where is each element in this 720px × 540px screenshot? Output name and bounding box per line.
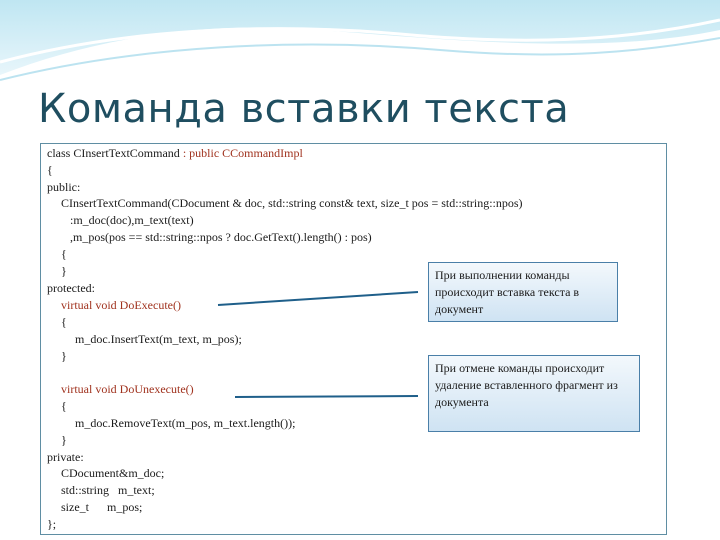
code-line: class CInsertTextCommand : public CCommandImpl — [47, 146, 303, 160]
code-line: size_t m_pos; — [61, 500, 143, 514]
execute-note: При выполнении команды происходит вставка текста в документ — [428, 262, 618, 322]
background-waves — [0, 0, 720, 100]
code-line: { — [61, 247, 67, 261]
code-line: ,m_pos(pos == std::string::npos ? doc.GetText().length() : pos) — [70, 230, 372, 244]
code-line: virtual void DoUnexecute() — [61, 382, 194, 396]
code-line: } — [61, 433, 67, 447]
code-line: :m_doc(doc),m_text(text) — [70, 213, 194, 227]
code-line: private: — [47, 450, 84, 464]
code-line: public: — [47, 180, 81, 194]
code-line: } — [61, 349, 67, 363]
code-line: CDocument&m_doc; — [61, 466, 165, 480]
code-line: m_doc.RemoveText(m_pos, m_text.length()); — [75, 416, 296, 430]
code-line: CInsertTextCommand(CDocument & doc, std::string const& text, size_t pos = std::string::npos) — [61, 196, 523, 210]
code-line: }; — [47, 517, 57, 531]
code-line: std::string m_text; — [61, 483, 155, 497]
code-line: } — [61, 264, 67, 278]
code-line: { — [61, 399, 67, 413]
code-line: m_doc.InsertText(m_text, m_pos); — [75, 332, 242, 346]
code-line: virtual void DoExecute() — [61, 298, 181, 312]
code-line: protected: — [47, 281, 95, 295]
unexecute-note: При отмене команды происходит удаление вставленного фрагмент из документа — [428, 355, 640, 432]
code-line: { — [47, 163, 53, 177]
page-title: Команда вставки текста — [38, 86, 570, 132]
code-line: { — [61, 315, 67, 329]
